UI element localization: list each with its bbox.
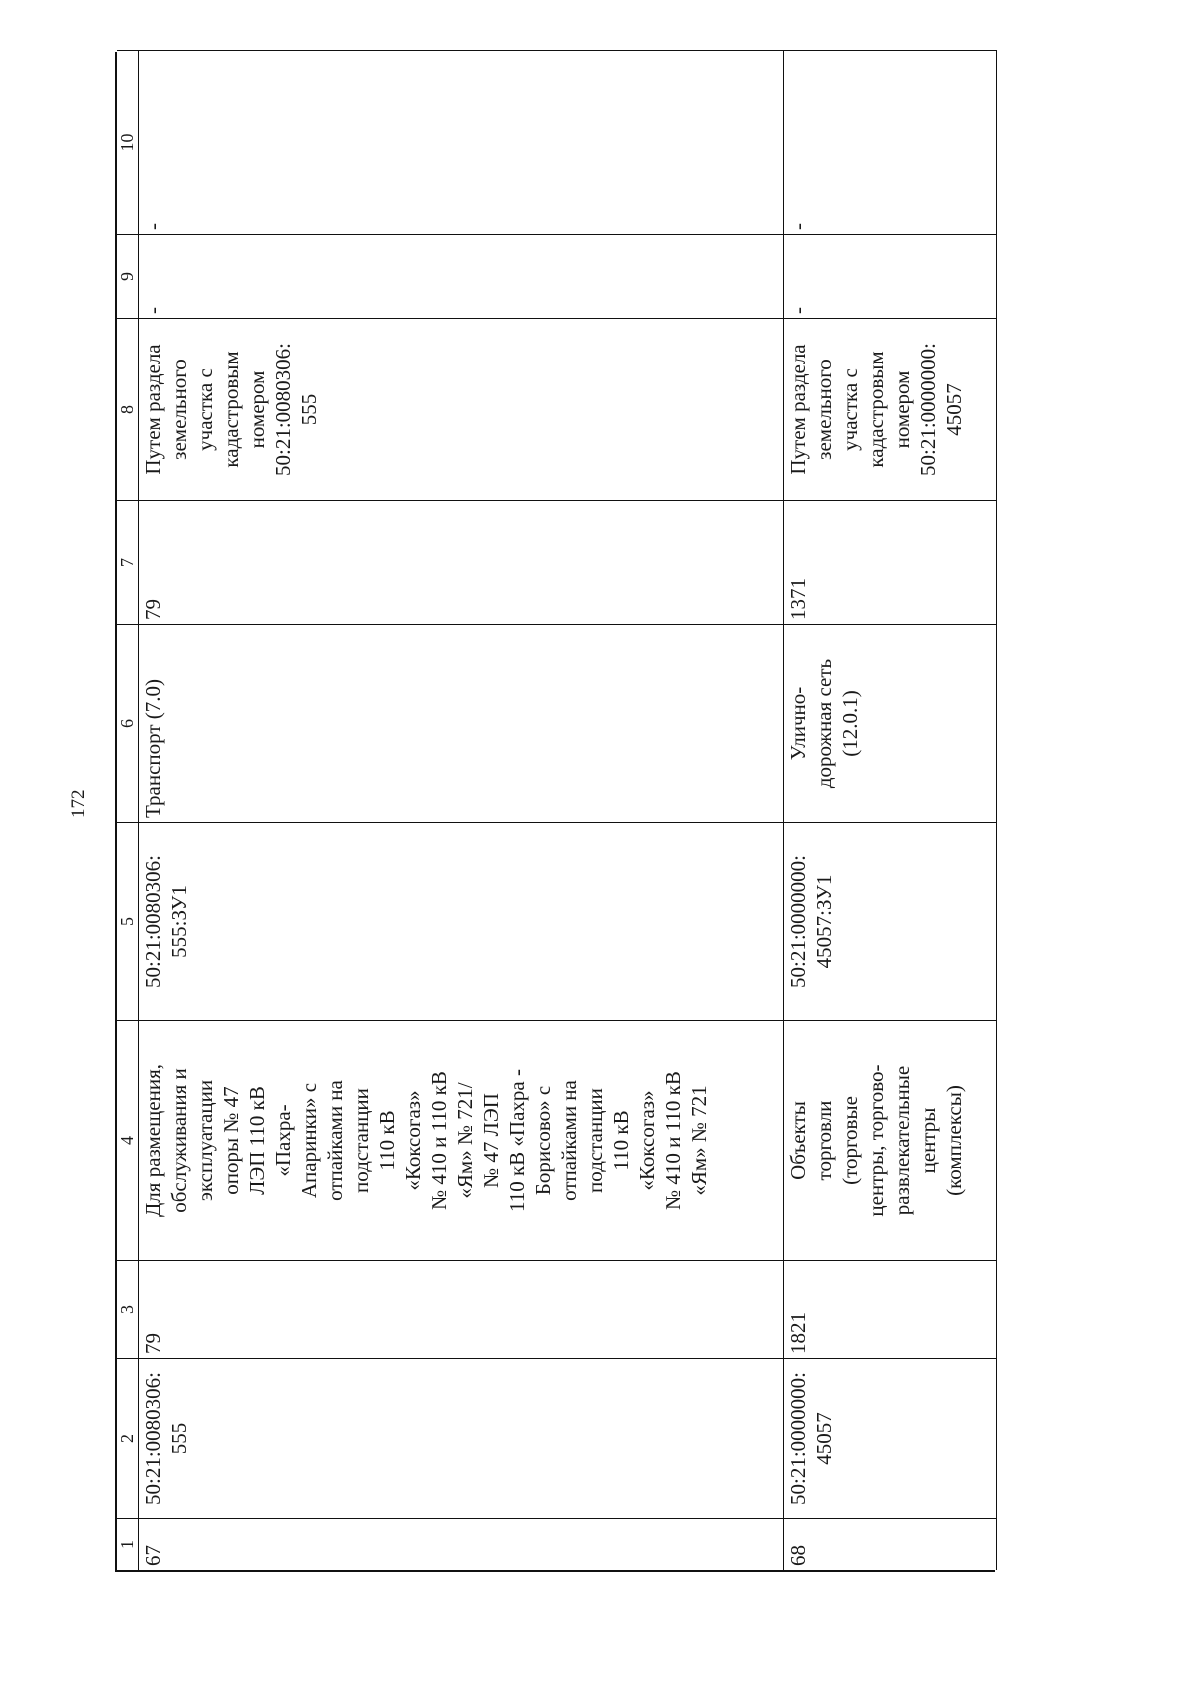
row-67-permitted-use: Для размещения, обслуживания и эксплуатации опоры № 47 ЛЭП 110 кВ «Пахра- Апаринки» с отпайками на подстанции 110 кВ «Коксогаз» № 410 и 110 кВ «Ям» № 721/ № 47 ЛЭП 110 кВ «Пахра - Борисово» с отпайками на подстанции 110 кВ «Коксогаз» № 410 и 110 кВ «Ям» № 721 xyxy=(139,1020,784,1260)
row-68-new-use-type: Улично- дорожная сеть (12.0.1) xyxy=(784,624,997,822)
header-cell-8: 8 xyxy=(117,318,139,500)
row-68-cadastral-number: 50:21:0000000: 45057 xyxy=(784,1358,997,1518)
row-68-permitted-use: Объекты торговли (торговые центры, торгово- развлекательные центры (комплексы) xyxy=(784,1020,997,1260)
row-67-cadastral-number: 50:21:0080306: 555 xyxy=(139,1358,784,1518)
header-cell-6: 6 xyxy=(117,624,139,822)
parcel-table xyxy=(115,52,995,1572)
row-67-new-area: 79 xyxy=(139,500,784,624)
row-68-col10: - xyxy=(784,50,997,234)
header-cell-9: 9 xyxy=(117,234,139,318)
header-cell-5: 5 xyxy=(117,822,139,1020)
row-68-number: 68 xyxy=(784,1518,997,1570)
row-68-col9: - xyxy=(784,234,997,318)
header-cell-7: 7 xyxy=(117,500,139,624)
row-67-formation-method: Путем раздела земельного участка с кадастровым номером 50:21:0080306: 555 xyxy=(139,318,784,500)
row-68-new-parcel-number: 50:21:0000000: 45057:ЗУ1 xyxy=(784,822,997,1020)
header-cell-2: 2 xyxy=(117,1358,139,1518)
page-number: 172 xyxy=(68,789,89,818)
row-68-formation-method: Путем раздела земельного участка с кадастровым номером 50:21:0000000: 45057 xyxy=(784,318,997,500)
row-67-number: 67 xyxy=(139,1518,784,1570)
header-cell-10: 10 xyxy=(117,50,139,234)
row-67-area: 79 xyxy=(139,1260,784,1358)
row-68-area: 1821 xyxy=(784,1260,997,1358)
header-cell-1: 1 xyxy=(117,1518,139,1570)
row-67-col9: - xyxy=(139,234,784,318)
row-67-col10: - xyxy=(139,50,784,234)
row-67-new-parcel-number: 50:21:0080306: 555:ЗУ1 xyxy=(139,822,784,1020)
header-cell-4: 4 xyxy=(117,1020,139,1260)
header-cell-3: 3 xyxy=(117,1260,139,1358)
row-67-new-use-type: Транспорт (7.0) xyxy=(139,624,784,822)
row-68-new-area: 1371 xyxy=(784,500,997,624)
